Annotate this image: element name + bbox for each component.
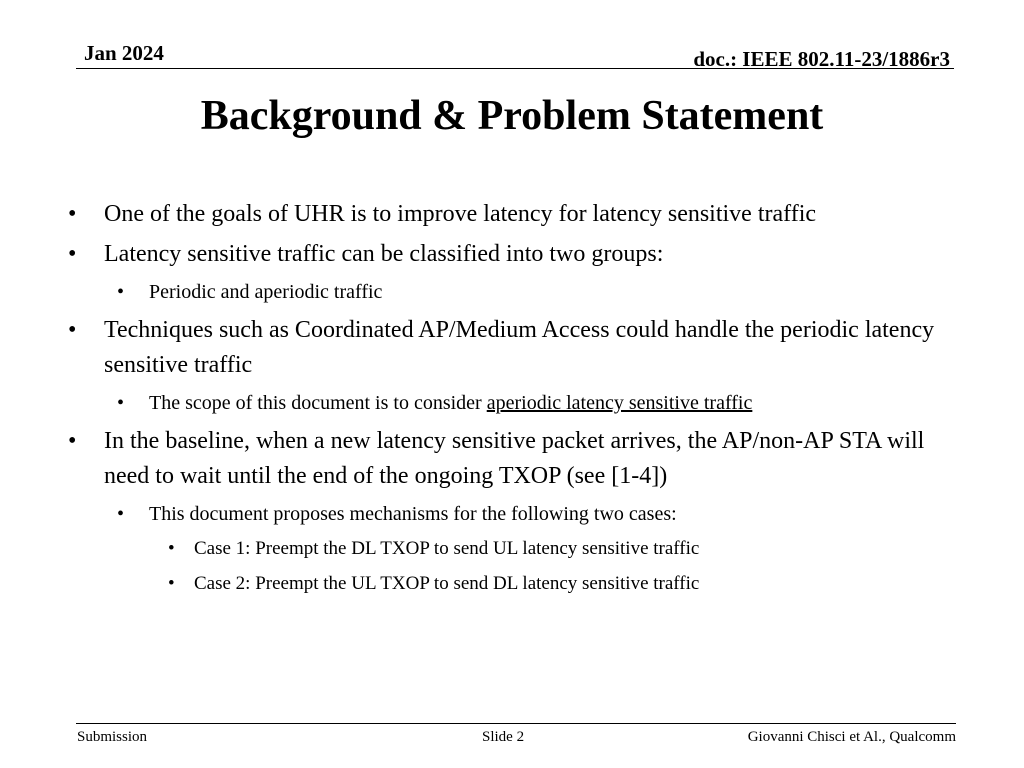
header-divider xyxy=(76,68,954,69)
bullet-text: One of the goals of UHR is to improve latency for latency sensitive traffic xyxy=(104,201,817,227)
sub-sub-bullet-item xyxy=(60,570,965,598)
underlined-scope-text: aperiodic latency sensitive traffic xyxy=(486,392,753,414)
bullet-marker: • xyxy=(117,281,125,303)
bullet-text: Techniques such as Coordinated AP/Medium Access could handle the periodic latency sensitive traffic xyxy=(104,317,935,378)
bullet-text: This document proposes mechanisms for the following two cases: xyxy=(149,503,677,525)
bullet-marker: • xyxy=(68,201,77,227)
sub-sub-bullet-item xyxy=(60,535,965,563)
bullet-marker: • xyxy=(168,538,175,559)
bullet-text: Latency sensitive traffic can be classified into two groups: xyxy=(104,241,664,267)
bullet-marker: • xyxy=(117,392,125,414)
bullet-text: The scope of this document is to consider xyxy=(149,392,487,414)
footer-slide-number: Slide 2 xyxy=(482,729,525,745)
bullet-item xyxy=(60,424,965,494)
bullet-item xyxy=(60,313,965,383)
footer-divider xyxy=(76,723,956,724)
bullet-marker: • xyxy=(68,317,77,343)
bullet-item xyxy=(60,237,965,272)
slide-body xyxy=(60,197,965,605)
footer-submission: Submission xyxy=(77,729,148,745)
bullet-marker: • xyxy=(117,503,125,525)
sub-bullet-item xyxy=(60,388,965,418)
sub-bullet-item xyxy=(60,277,965,307)
bullet-text: Case 2: Preempt the UL TXOP to send DL latency sensitive traffic xyxy=(194,573,700,594)
bullet-marker: • xyxy=(68,241,77,267)
footer-author: Giovanni Chisci et Al., Qualcomm xyxy=(747,729,956,745)
bullet-text: Case 1: Preempt the DL TXOP to send UL latency sensitive traffic xyxy=(194,538,700,559)
bullet-text: Periodic and aperiodic traffic xyxy=(149,281,383,303)
header-document-id: doc.: IEEE 802.11-23/1886r3 xyxy=(693,47,950,71)
bullet-marker: • xyxy=(68,428,77,454)
header-date: Jan 2024 xyxy=(84,41,164,65)
bullet-text: In the baseline, when a new latency sensitive packet arrives, the AP/non-AP STA will need to wait until the end of the ongoing TXOP (see [1-4]) xyxy=(104,428,925,489)
sub-bullet-item xyxy=(60,499,965,529)
bullet-marker: • xyxy=(168,573,175,594)
bullet-item xyxy=(60,197,965,232)
slide-title: Background & Problem Statement xyxy=(200,93,824,139)
